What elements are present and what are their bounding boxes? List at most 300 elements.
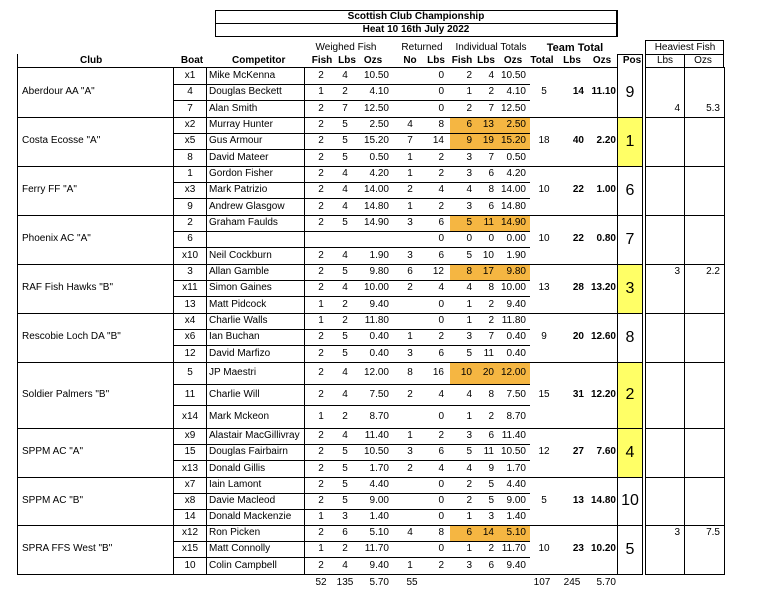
club-separator: [645, 166, 724, 167]
competitor: Mike McKenna: [209, 70, 276, 81]
club-name: SPPM AC "B": [22, 495, 84, 506]
individual-ozs: 8.70: [506, 410, 526, 422]
individual-lbs: 14: [482, 527, 494, 538]
header-lbs: Lbs: [338, 55, 356, 66]
weighed-fish: 2: [318, 347, 324, 359]
header-fish: Fish: [311, 55, 333, 66]
individual-ozs: 12.50: [500, 102, 526, 114]
returned-lbs: 2: [438, 168, 444, 179]
team-total: 15: [538, 388, 550, 400]
weighed-fish: 2: [318, 200, 324, 212]
weighed-lbs: 5: [342, 331, 348, 342]
weighed-ozs: 15.20: [363, 135, 389, 146]
row-line: [173, 557, 530, 558]
header-returned: Returned: [401, 42, 443, 53]
club-separator: [645, 477, 724, 478]
header-team-total: Team Total: [546, 42, 604, 54]
weighed-lbs: 5: [342, 462, 348, 474]
returned-lbs: 0: [438, 102, 444, 114]
position: 6: [625, 181, 635, 199]
returned-lbs: 6: [438, 217, 444, 228]
weighed-ozs: 4.40: [369, 479, 389, 490]
individual-ozs: 14.80: [500, 200, 526, 212]
individual-lbs: 4: [488, 70, 494, 81]
weighed-ozs: 4.10: [369, 86, 389, 97]
individual-fish: 2: [466, 102, 472, 114]
individual-fish: 5: [466, 446, 472, 457]
team-ozs: 13.20: [590, 282, 616, 293]
individual-fish: 1: [466, 298, 472, 310]
col-line: [684, 67, 685, 575]
boat: x2: [184, 119, 196, 130]
weighed-lbs: 4: [342, 388, 348, 400]
individual-lbs: 20: [482, 367, 494, 378]
weighed-ozs: 5.10: [369, 527, 389, 538]
weighed-fish: 2: [318, 217, 324, 228]
returned-no: 1: [407, 200, 413, 212]
team-ozs: 12.20: [590, 388, 616, 400]
weighed-fish: 2: [318, 282, 324, 293]
position: 8: [625, 328, 635, 346]
individual-fish: 4: [466, 462, 472, 474]
total-fish: 52: [315, 577, 327, 588]
individual-lbs: 5: [488, 479, 494, 490]
returned-no: 3: [407, 446, 413, 457]
heaviest-lbs: 3: [674, 266, 680, 277]
club-name: Costa Ecosse "A": [22, 135, 101, 146]
header-ind-fish: Fish: [451, 55, 473, 66]
individual-lbs: 13: [482, 119, 494, 130]
competitor: Graham Faulds: [209, 217, 278, 228]
returned-lbs: 4: [438, 282, 444, 293]
individual-lbs: 3: [488, 511, 494, 522]
competitor: Charlie Will: [209, 388, 260, 400]
total-ozs: 5.70: [369, 577, 389, 588]
team-total: 10: [538, 233, 550, 244]
returned-lbs: 2: [438, 331, 444, 342]
weighed-ozs: 9.40: [369, 298, 389, 310]
weighed-fish: 1: [318, 315, 324, 326]
individual-ozs: 15.20: [500, 135, 526, 146]
competitor: Douglas Fairbairn: [209, 446, 288, 457]
weighed-fish: 2: [318, 70, 324, 81]
club-separator: [645, 117, 724, 118]
team-lbs: 27: [572, 446, 584, 457]
returned-no: 2: [407, 388, 413, 400]
weighed-lbs: 2: [342, 543, 348, 554]
weighed-lbs: 6: [342, 527, 348, 538]
boat: 1: [187, 168, 193, 179]
weighed-lbs: 4: [342, 367, 348, 378]
total-team-lbs: 245: [563, 577, 581, 588]
competitor: Charlie Walls: [209, 315, 268, 326]
team-total: 18: [538, 135, 550, 146]
club-separator: [17, 215, 642, 216]
individual-lbs: 7: [488, 102, 494, 114]
weighed-ozs: 12.50: [363, 102, 389, 114]
position: 7: [625, 230, 635, 248]
boat: 9: [187, 200, 193, 212]
weighed-lbs: 5: [342, 446, 348, 457]
club-separator: [17, 428, 642, 429]
weighed-ozs: 14.00: [363, 184, 389, 195]
position: 4: [625, 443, 635, 461]
weighed-fish: 2: [318, 151, 324, 163]
returned-no: 4: [407, 119, 413, 130]
boat: 13: [184, 298, 196, 310]
individual-lbs: 5: [488, 495, 494, 506]
individual-ozs: 9.40: [506, 298, 526, 310]
team-lbs: 14: [572, 86, 584, 97]
club-separator: [17, 264, 642, 265]
boat: x11: [182, 282, 198, 293]
boat: x14: [181, 410, 199, 422]
total-lbs: 135: [336, 577, 354, 588]
club-name: Phoenix AC "A": [22, 233, 91, 244]
returned-no: 2: [407, 282, 413, 293]
row-line: [173, 493, 530, 494]
heaviest-top: [645, 67, 724, 68]
competitor: Allan Gamble: [209, 266, 270, 277]
competitor: Colin Campbell: [209, 559, 277, 571]
returned-no: 7: [407, 135, 413, 146]
team-ozs: 14.80: [590, 495, 616, 506]
position: 10: [621, 492, 639, 509]
boat: x15: [181, 543, 199, 554]
returned-no: 1: [407, 168, 413, 179]
team-lbs: 40: [572, 135, 584, 146]
individual-fish: 2: [466, 479, 472, 490]
weighed-lbs: 5: [342, 151, 348, 163]
position: 3: [625, 279, 635, 297]
row-line: [173, 509, 530, 510]
table-left-border: [17, 54, 18, 575]
header-ozs: Ozs: [363, 55, 383, 66]
individual-ozs: 2.50: [506, 119, 526, 130]
weighed-fish: 2: [318, 559, 324, 571]
individual-fish: 6: [466, 527, 472, 538]
boat: x7: [184, 479, 196, 490]
competitor: Donald Mackenzie: [209, 511, 292, 522]
header-ind-ozs: Ozs: [503, 55, 523, 66]
boat: x3: [184, 184, 196, 195]
boat: 2: [187, 217, 193, 228]
team-total: 9: [541, 331, 547, 342]
competitor: Iain Lamont: [209, 479, 262, 490]
competitor: Mark Patrizio: [209, 184, 268, 195]
returned-lbs: 0: [438, 511, 444, 522]
individual-lbs: 8: [488, 388, 494, 400]
competitor: JP Maestri: [209, 367, 257, 378]
individual-lbs: 8: [488, 184, 494, 195]
weighed-fish: 2: [318, 119, 324, 130]
boat: 14: [184, 511, 196, 522]
heaviest-header-split: [684, 54, 685, 67]
weighed-lbs: 4: [342, 282, 348, 293]
weighed-lbs: 2: [342, 298, 348, 310]
individual-ozs: 0.50: [506, 151, 526, 163]
row-line: [173, 247, 530, 248]
returned-lbs: 0: [438, 315, 444, 326]
boat: 8: [187, 151, 193, 163]
boat: x4: [184, 315, 196, 326]
individual-fish: 3: [466, 151, 472, 163]
weighed-ozs: 11.40: [364, 430, 389, 441]
col-line: [304, 68, 305, 575]
weighed-ozs: 1.70: [369, 462, 389, 474]
weighed-lbs: 4: [342, 559, 348, 571]
weighed-ozs: 1.90: [369, 249, 389, 261]
team-lbs: 22: [572, 233, 584, 244]
individual-ozs: 11.40: [501, 430, 526, 441]
header-boat: Boat: [180, 55, 204, 66]
individual-lbs: 2: [488, 410, 494, 422]
club-name: SPRA FFS West "B": [22, 543, 113, 554]
boat: x8: [184, 495, 196, 506]
returned-no: 1: [407, 331, 413, 342]
weighed-lbs: 5: [342, 119, 348, 130]
header-ind-lbs: Lbs: [477, 55, 495, 66]
individual-ozs: 10.50: [500, 446, 526, 457]
returned-lbs: 16: [432, 367, 444, 378]
individual-fish: 6: [466, 119, 472, 130]
row-line: [173, 198, 530, 199]
boat: 6: [187, 233, 193, 244]
col-line: [642, 54, 643, 575]
individual-fish: 2: [466, 495, 472, 506]
competitor: Mark Mckeon: [209, 410, 270, 422]
individual-fish: 3: [466, 200, 472, 212]
returned-lbs: 14: [432, 135, 444, 146]
boat: x10: [181, 249, 199, 261]
weighed-fish: 2: [318, 430, 324, 441]
individual-ozs: 14.90: [500, 217, 526, 228]
col-line: [724, 67, 725, 575]
total-team: 107: [533, 577, 551, 588]
club-separator: [17, 525, 642, 526]
individual-fish: 1: [466, 511, 472, 522]
boat: 11: [184, 388, 196, 400]
returned-lbs: 2: [438, 559, 444, 571]
weighed-ozs: 9.80: [369, 266, 389, 277]
returned-no: 8: [407, 367, 413, 378]
returned-lbs: 2: [438, 151, 444, 163]
returned-no: 4: [407, 527, 413, 538]
row-line: [173, 345, 530, 346]
competitor: Ian Buchan: [209, 331, 260, 342]
weighed-lbs: 4: [342, 184, 348, 195]
returned-no: 3: [407, 249, 413, 261]
competitor: David Marfizo: [209, 347, 271, 359]
row-line: [173, 231, 530, 232]
club-separator: [645, 525, 724, 526]
individual-ozs: 0.40: [506, 331, 526, 342]
individual-ozs: 11.80: [501, 315, 526, 326]
returned-lbs: 0: [438, 479, 444, 490]
row-line: [173, 280, 530, 281]
individual-lbs: 0: [488, 233, 494, 244]
returned-lbs: 0: [438, 495, 444, 506]
individual-ozs: 10.00: [500, 282, 526, 293]
weighed-lbs: 4: [342, 168, 348, 179]
weighed-fish: 2: [318, 249, 324, 261]
weighed-fish: 1: [318, 86, 324, 97]
individual-ozs: 5.10: [506, 527, 526, 538]
weighed-lbs: 5: [342, 217, 348, 228]
weighed-fish: 1: [318, 511, 324, 522]
individual-lbs: 11: [483, 217, 494, 228]
weighed-ozs: 10.50: [363, 446, 389, 457]
header-heaviest-ozs: Ozs: [694, 55, 712, 66]
boat: x6: [184, 331, 196, 342]
pos-top: [617, 54, 642, 55]
individual-ozs: 1.70: [506, 462, 526, 474]
weighed-fish: 2: [318, 446, 324, 457]
club-separator: [17, 574, 642, 575]
club-name: Rescobie Loch DA "B": [22, 331, 121, 342]
weighed-ozs: 12.00: [363, 367, 389, 378]
row-line: [173, 541, 530, 542]
individual-lbs: 2: [488, 543, 494, 554]
returned-lbs: 2: [438, 430, 444, 441]
individual-ozs: 9.40: [506, 559, 526, 571]
row-line: [173, 460, 530, 461]
weighed-lbs: 4: [342, 249, 348, 261]
individual-fish: 3: [466, 559, 472, 571]
individual-lbs: 11: [483, 347, 494, 359]
returned-lbs: 8: [438, 119, 444, 130]
individual-fish: 1: [466, 86, 472, 97]
individual-ozs: 4.20: [506, 168, 526, 179]
team-lbs: 23: [572, 543, 584, 554]
heaviest-ozs: 2.2: [706, 266, 720, 277]
weighed-fish: 2: [318, 135, 324, 146]
individual-fish: 3: [466, 430, 472, 441]
club-name: RAF Fish Hawks "B": [22, 282, 114, 293]
col-line: [206, 68, 207, 575]
club-name: Ferry FF "A": [22, 184, 77, 195]
individual-ozs: 1.40: [506, 511, 526, 522]
individual-fish: 4: [466, 282, 472, 293]
weighed-ozs: 2.50: [369, 119, 389, 130]
competitor: Gus Armour: [209, 135, 263, 146]
competitor: Donald Gillis: [209, 462, 266, 474]
header-heaviest-lbs: Lbs: [656, 55, 674, 66]
individual-ozs: 1.90: [506, 249, 526, 261]
individual-lbs: 8: [488, 282, 494, 293]
returned-lbs: 0: [438, 70, 444, 81]
weighed-ozs: 7.50: [369, 388, 389, 400]
total-team-ozs: 5.70: [596, 577, 616, 588]
individual-fish: 3: [466, 168, 472, 179]
heaviest-ozs: 5.3: [706, 102, 720, 114]
weighed-fish: 2: [318, 495, 324, 506]
individual-ozs: 0.40: [506, 347, 526, 359]
club-separator: [645, 313, 724, 314]
competitor: Murray Hunter: [209, 119, 273, 130]
header-club: Club: [80, 55, 103, 66]
team-ozs: 0.80: [596, 233, 616, 244]
header-bottom-line: [17, 67, 617, 68]
returned-lbs: 4: [438, 388, 444, 400]
team-total: 13: [538, 282, 550, 293]
returned-lbs: 12: [432, 266, 444, 277]
individual-ozs: 7.50: [506, 388, 526, 400]
header-heaviest-fish: Heaviest Fish: [654, 42, 716, 53]
returned-lbs: 0: [438, 543, 444, 554]
team-lbs: 31: [572, 388, 584, 400]
weighed-lbs: 5: [342, 479, 348, 490]
weighed-lbs: 7: [342, 102, 348, 114]
col-line: [645, 67, 646, 575]
weighed-ozs: 9.00: [369, 495, 389, 506]
team-ozs: 12.60: [590, 331, 616, 342]
individual-fish: 1: [466, 315, 472, 326]
weighed-lbs: 2: [342, 410, 348, 422]
individual-ozs: 9.80: [506, 266, 526, 277]
club-name: Aberdour AA "A": [22, 86, 95, 97]
returned-no: 1: [407, 559, 413, 571]
returned-lbs: 4: [438, 462, 444, 474]
club-separator: [645, 574, 724, 575]
weighed-lbs: 2: [342, 315, 348, 326]
weighed-fish: 2: [318, 184, 324, 195]
weighed-ozs: 10.00: [363, 282, 389, 293]
weighed-lbs: 4: [342, 70, 348, 81]
position: 5: [625, 540, 635, 558]
team-lbs: 28: [572, 282, 584, 293]
weighed-lbs: 4: [342, 430, 348, 441]
individual-lbs: 7: [488, 331, 494, 342]
weighed-ozs: 0.40: [369, 347, 389, 359]
row-line: [173, 149, 530, 150]
individual-ozs: 14.00: [500, 184, 526, 195]
team-total: 10: [538, 543, 550, 554]
individual-ozs: 4.10: [506, 86, 526, 97]
returned-lbs: 0: [438, 86, 444, 97]
boat: 5: [187, 367, 193, 378]
weighed-lbs: 5: [342, 347, 348, 359]
position: 2: [625, 386, 635, 403]
returned-no: 1: [407, 151, 413, 163]
total-returned: 55: [406, 577, 418, 588]
individual-lbs: 17: [482, 266, 494, 277]
team-total: 12: [538, 446, 550, 457]
returned-lbs: 0: [438, 410, 444, 422]
row-line: [173, 329, 530, 330]
individual-lbs: 6: [488, 430, 494, 441]
competitor: Matt Pidcock: [209, 298, 267, 310]
weighed-fish: 1: [318, 298, 324, 310]
competitor: Simon Gaines: [209, 282, 272, 293]
competitor: Neil Cockburn: [209, 249, 272, 261]
individual-lbs: 6: [488, 559, 494, 571]
boat: 7: [187, 102, 193, 114]
team-ozs: 2.20: [596, 135, 616, 146]
returned-lbs: 6: [438, 249, 444, 261]
team-total: 5: [541, 86, 547, 97]
weighed-ozs: 8.70: [369, 410, 389, 422]
header-returned-no: No: [403, 55, 417, 66]
individual-fish: 5: [466, 347, 472, 359]
row-line: [173, 182, 530, 183]
individual-fish: 4: [466, 388, 472, 400]
team-total: 10: [538, 184, 550, 195]
team-lbs: 13: [572, 495, 584, 506]
competitor: Gordon Fisher: [209, 168, 273, 179]
row-line: [173, 444, 530, 445]
header-team-total-col: Total: [530, 55, 554, 66]
